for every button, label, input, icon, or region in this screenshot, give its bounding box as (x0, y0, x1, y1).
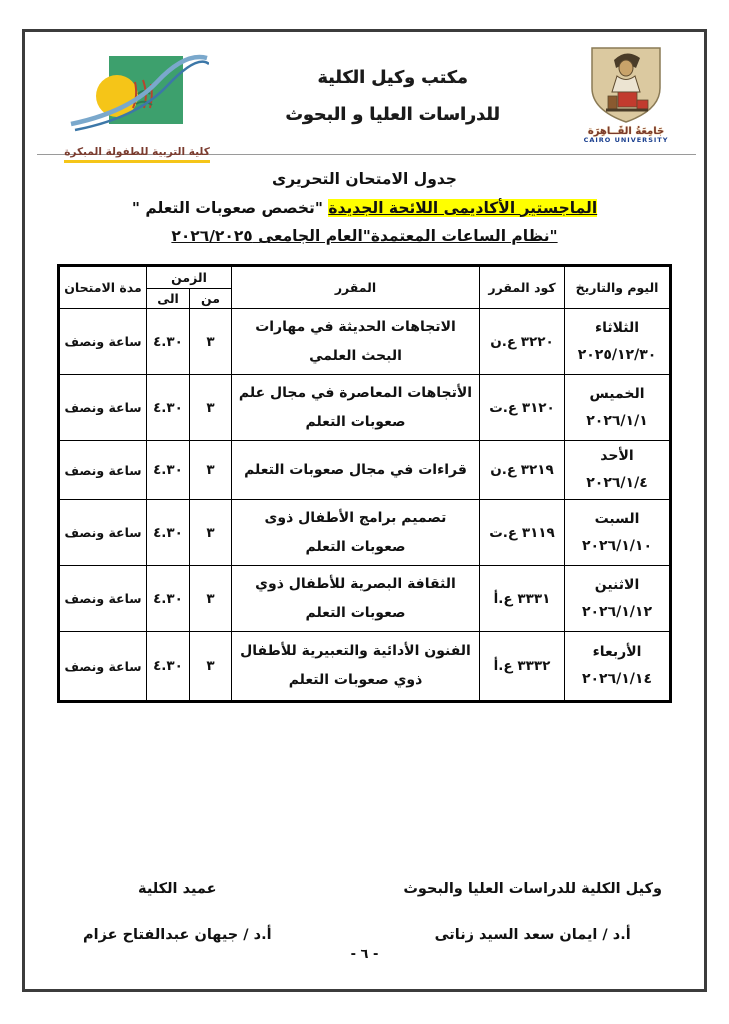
header-time-to: الى (147, 289, 190, 309)
time-to-cell: ٤.٣٠ (147, 566, 190, 632)
document-title (25, 165, 704, 251)
day-name: الخميس (589, 385, 645, 402)
header-course: المقرر (232, 266, 480, 309)
exam-date: ٢٠٢٦/١/١٠ (581, 537, 653, 554)
duration-cell: ساعة ونصف (59, 375, 147, 441)
header-time: الزمن (147, 266, 232, 289)
course-code-cell: ٣٢٢٠ ع.ن (480, 309, 565, 375)
day-date-cell (565, 566, 671, 632)
signature-block (25, 881, 704, 943)
time-from-cell: ٣ (190, 566, 232, 632)
day-date-cell (565, 632, 671, 702)
title-line-exam-schedule: جدول الامتحان التحريرى (272, 170, 457, 188)
table-row (59, 632, 671, 702)
course-code-cell: ٣١١٩ ع.ت (480, 500, 565, 566)
dean-name: أ.د / جيهان عبدالفتاح عزام (83, 927, 272, 944)
exam-table-header (59, 266, 671, 309)
time-from-cell: ٣ (190, 375, 232, 441)
time-to-cell: ٤.٣٠ (147, 441, 190, 500)
time-to-cell: ٤.٣٠ (147, 632, 190, 702)
table-row (59, 309, 671, 375)
document-page (22, 29, 707, 992)
course-name-cell: قراءات في مجال صعوبات التعلم (232, 441, 480, 500)
day-date-cell (565, 500, 671, 566)
day-name: الثلاثاء (594, 319, 640, 336)
exam-table-body (59, 309, 671, 702)
header-course-code: كود المقرر (480, 266, 565, 309)
course-name-cell: الاتجاهات الحديثة في مهارات البحث العلمي (232, 309, 480, 375)
day-date-cell (565, 375, 671, 441)
course-name-cell: تصميم برامج الأطفال ذوى صعوبات التعلم (232, 500, 480, 566)
header-time-from: من (190, 289, 232, 309)
exam-date: ٢٠٢٦/١/١ (586, 412, 648, 429)
college-emblem-icon (65, 121, 209, 140)
course-name-cell: الأتجاهات المعاصرة في مجال علم صعوبات التعلم (232, 375, 480, 441)
day-name: الأربعاء (592, 644, 642, 661)
exam-schedule-table (57, 264, 672, 703)
course-code-cell: ٣٢١٩ ع.ن (480, 441, 565, 500)
time-to-cell: ٤.٣٠ (147, 375, 190, 441)
table-row (59, 500, 671, 566)
course-code-cell: ٣٣٣١ ع.أ (480, 566, 565, 632)
exam-date: ٢٠٢٥/١٢/٣٠ (577, 346, 657, 363)
duration-cell: ساعة ونصف (59, 566, 147, 632)
course-name-cell: الفنون الأدائية والتعبيرية للأطفال ذوي صعوبات التعلم (232, 632, 480, 702)
title-highlight: الماجستير الأكاديمى اللائحة الجديدة (328, 198, 598, 217)
exam-date: ٢٠٢٦/١/٤ (586, 475, 648, 492)
day-name: السبت (594, 510, 640, 527)
dean-title: عميد الكلية (138, 881, 217, 898)
office-title-line1: مكتب وكيل الكلية (317, 68, 468, 88)
office-title (285, 60, 500, 134)
table-row (59, 375, 671, 441)
course-code-cell: ٣١٢٠ ع.ت (480, 375, 565, 441)
time-from-cell: ٣ (190, 500, 232, 566)
exam-date: ٢٠٢٦/١/١٢ (581, 603, 653, 620)
table-row (59, 441, 671, 500)
time-from-cell: ٣ (190, 632, 232, 702)
day-name: الاثنين (594, 576, 640, 593)
college-logo (63, 54, 211, 163)
duration-cell: ساعة ونصف (59, 632, 147, 702)
day-date-cell (565, 441, 671, 500)
header-duration: مدة الامتحان (59, 266, 147, 309)
course-name-cell: الثقافة البصرية للأطفال ذوي صعوبات التعلم (232, 566, 480, 632)
exam-date: ٢٠٢٦/١/١٤ (581, 671, 653, 688)
title-line-academic-year: "نظام الساعات المعتمدة"العام الجامعى ٢٠٢٦/٢٠٢٥ (171, 227, 558, 246)
time-to-cell: ٤.٣٠ (147, 309, 190, 375)
table-row (59, 566, 671, 632)
cairo-university-logo (574, 46, 678, 145)
office-title-line2: للدراسات العليا و البحوث (285, 104, 500, 125)
vice-dean-title: وكيل الكلية للدراسات العليا والبحوث (403, 881, 662, 898)
duration-cell: ساعة ونصف (59, 500, 147, 566)
dean-signature (83, 881, 272, 943)
page-header (25, 32, 704, 158)
day-name: الأحد (600, 448, 634, 465)
duration-cell: ساعة ونصف (59, 309, 147, 375)
time-to-cell: ٤.٣٠ (147, 500, 190, 566)
vice-dean-name: أ.د / ايمان سعد السيد زناتى (434, 927, 631, 944)
course-code-cell: ٣٣٣٢ ع.أ (480, 632, 565, 702)
duration-cell: ساعة ونصف (59, 441, 147, 500)
time-from-cell: ٣ (190, 309, 232, 375)
university-arabic-name: جَامِعَةُ القَــاهِرَة (587, 126, 665, 137)
university-english-name: CAIRO UNIVERSITY (583, 136, 669, 144)
time-from-cell: ٣ (190, 441, 232, 500)
vice-dean-signature (403, 881, 662, 943)
title-line-program (25, 194, 704, 223)
page-number: - ٦ - (350, 947, 379, 963)
day-date-cell (565, 309, 671, 375)
college-name-caption: كلية التربية للطفولة المبكرة (64, 147, 210, 163)
title-specialization: "تخصص صعوبات التعلم " (131, 198, 329, 217)
header-day-date: اليوم والتاريخ (565, 266, 671, 309)
